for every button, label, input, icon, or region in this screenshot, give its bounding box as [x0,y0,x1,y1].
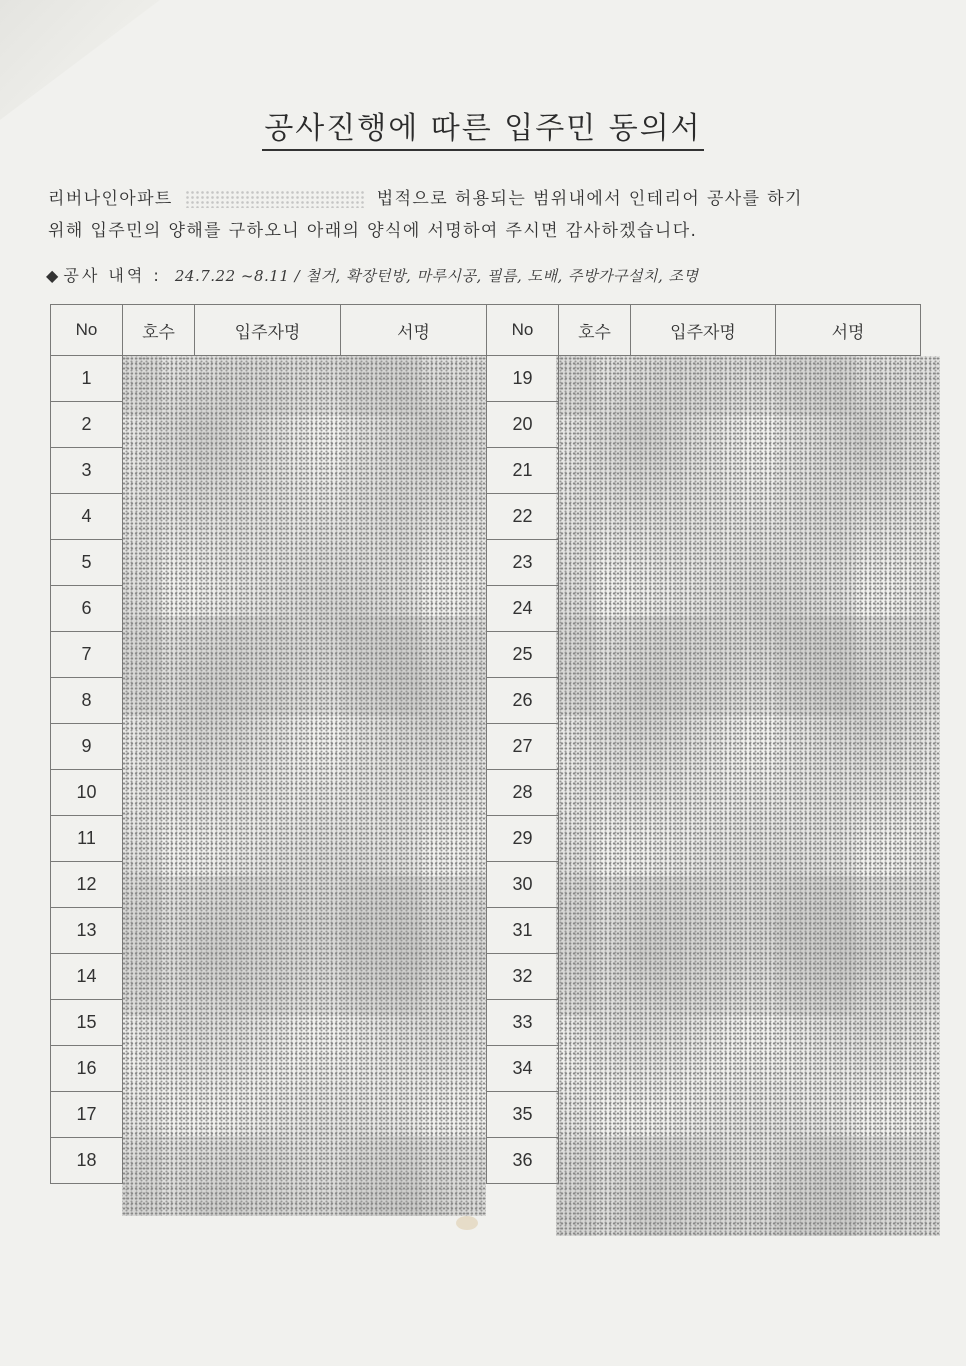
row-number: 15 [51,1000,123,1046]
work-label: 공사 내역 : [63,266,162,285]
row-number: 2 [51,402,123,448]
row-number: 4 [51,494,123,540]
row-number: 13 [51,908,123,954]
row-number: 31 [487,908,559,954]
row-number: 20 [487,402,559,448]
row-number: 33 [487,1000,559,1046]
row-number: 34 [487,1046,559,1092]
folded-corner [0,0,160,120]
row-number: 3 [51,448,123,494]
row-number: 30 [487,862,559,908]
row-number: 29 [487,816,559,862]
header-no: No [51,305,123,356]
row-number: 16 [51,1046,123,1092]
header-no: No [487,305,559,356]
row-number: 23 [487,540,559,586]
row-number: 28 [487,770,559,816]
header-resident-name: 입주자명 [195,305,341,356]
row-number: 18 [51,1138,123,1184]
row-number: 22 [487,494,559,540]
row-number: 11 [51,816,123,862]
row-number: 12 [51,862,123,908]
row-number: 1 [51,356,123,402]
work-details [46,263,698,286]
row-number: 32 [487,954,559,1000]
header-resident-name: 입주자명 [631,305,776,356]
row-number: 7 [51,632,123,678]
header-unit: 호수 [123,305,195,356]
row-number: 9 [51,724,123,770]
row-number: 17 [51,1092,123,1138]
row-number: 19 [487,356,559,402]
apartment-name: 리버나인아파트 [48,189,173,209]
row-number: 27 [487,724,559,770]
row-number: 8 [51,678,123,724]
work-handwritten-text: 24.7.22 ~8.11 / 철거, 확장턴방, 마루시공, 필름, 도배, 주방가구설치, 조명 [174,267,699,285]
redacted-address [185,190,365,208]
intro-line-1 [48,184,888,209]
row-number: 10 [51,770,123,816]
intro-line-2: 위해 입주민의 양해를 구하오니 아래의 양식에 서명하여 주시면 감사하겠습니다. [48,221,698,241]
row-number: 5 [51,540,123,586]
row-number: 26 [487,678,559,724]
header-signature: 서명 [341,305,487,356]
row-number: 35 [487,1092,559,1138]
row-number: 24 [487,586,559,632]
document-title: 공사진행에 따른 입주민 동의서 [0,103,966,147]
redacted-entries-right [556,356,940,1236]
header-signature: 서명 [776,305,921,356]
row-number: 14 [51,954,123,1000]
paper-stain [456,1216,478,1230]
diamond-icon: ◆ [46,266,59,285]
row-number: 6 [51,586,123,632]
header-unit: 호수 [559,305,631,356]
redacted-entries-left [122,356,486,1216]
row-number: 36 [487,1138,559,1184]
intro-text-1: 법적으로 허용되는 범위내에서 인테리어 공사를 하기 [376,189,803,209]
row-number: 21 [487,448,559,494]
row-number: 25 [487,632,559,678]
